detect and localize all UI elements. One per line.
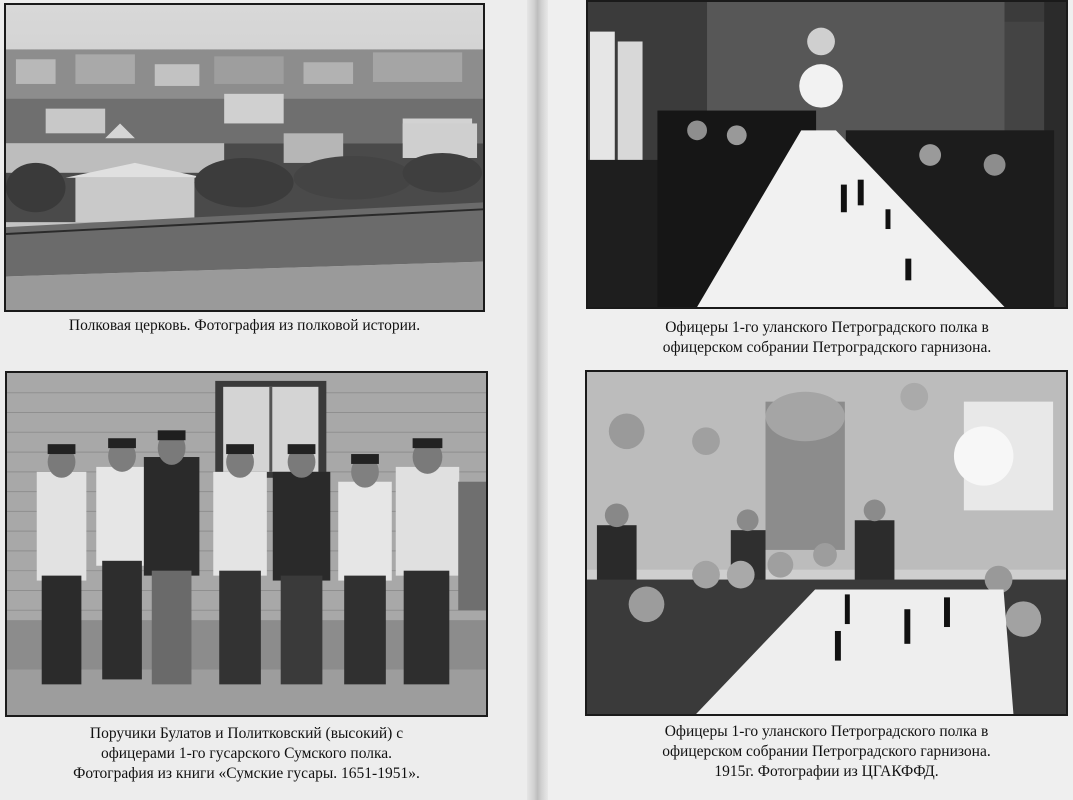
caption-lieutenants-line-3: Фотография из книги «Сумские гусары. 1651-1951». — [73, 765, 420, 782]
caption-church — [4, 316, 485, 336]
caption-officers-bottom-line-1: Офицеры 1-го уланского Петроградского полка в — [664, 723, 989, 740]
caption-church-line: Полковая церковь. Фотография из полковой истории. — [68, 317, 421, 334]
caption-lieutenants — [5, 724, 488, 784]
caption-officers-top-line-1: Офицеры 1-го уланского Петроградского полка в — [665, 319, 989, 336]
photo-hussar-officers-group — [5, 371, 488, 717]
caption-officers-bottom — [585, 722, 1068, 782]
photo-officers-dinner-1915 — [585, 370, 1068, 716]
caption-officers-bottom-line-3: 1915г. Фотографии из ЦГАКФФД. — [714, 763, 939, 780]
caption-lieutenants-line-1: Поручики Булатов и Политковский (высокий) с — [89, 725, 404, 742]
left-page — [0, 0, 527, 800]
book-gutter — [527, 0, 548, 800]
caption-officers-top — [586, 318, 1068, 358]
caption-officers-bottom-line-2: офицерском собрании Петроградского гарнизона. — [662, 743, 991, 760]
caption-lieutenants-line-2: офицерами 1-го гусарского Сумского полка. — [100, 745, 393, 762]
photo-town-church — [4, 3, 485, 312]
caption-officers-top-line-2: офицерском собрании Петроградского гарнизона. — [662, 339, 992, 356]
photo-officers-banquet-hall — [586, 0, 1068, 309]
right-page — [548, 0, 1073, 800]
